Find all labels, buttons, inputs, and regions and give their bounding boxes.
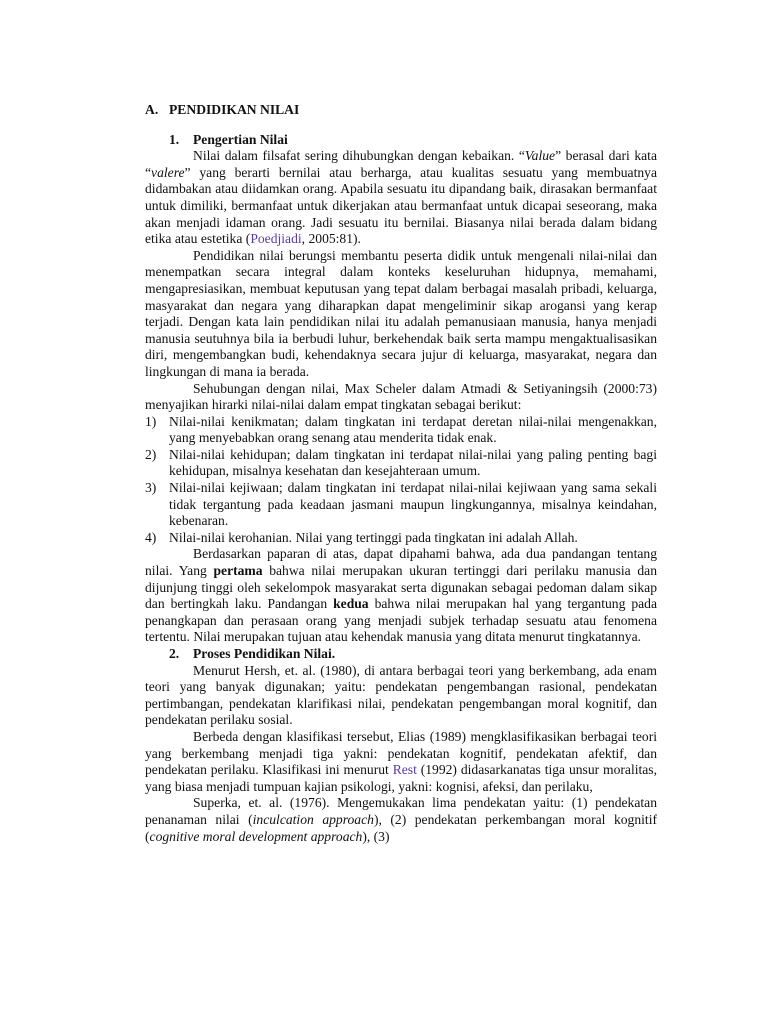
- italic-term: Value: [524, 148, 556, 164]
- paragraph-elias: [145, 729, 657, 795]
- citation-link[interactable]: Poedjiadi: [250, 231, 302, 247]
- list-text: Nilai-nilai kerohanian. Nilai yang tertinggi pada tingkatan ini adalah Allah.: [169, 529, 578, 545]
- text-run: (1992) didasarkanatas tiga unsur moralitas, yang biasa menjadi tumpuan kajian psikologi, yakni: kognisi, afeksi, dan perilaku,: [145, 762, 657, 794]
- paragraph-pendidikan-nilai: Pendidikan nilai berungsi membantu peserta didik untuk mengenali nilai-nilai dan menempatkan secara integral dalam konteks keseluruhan hidupnya, memahami, mengapresiasikan, membuat keputusan yang tepat dalam berbagai masalah pribadi, keluarga, masyarakat dan negara yang diharapkan dapat mengeliminir sikap arogansi yang kerap terjadi. Dengan kata lain pendidikan nilai itu adalah pemanusiaan manusia, hanya menjadi manusia seutuhnya bila ia berbudi luhur, berkehendak baik serta mampu mengaktualisasikan diri, mengembangkan budi, kehendaknya secara jujur di keluarga, masyarakat, negara dan lingkungan di mana ia berada.: [145, 247, 657, 379]
- text-run: Berdasarkan paparan di atas, dapat dipahami bahwa, ada dua pandangan tentang nilai. Yang: [145, 546, 657, 579]
- text-run: ), (2) pendekatan perkembangan moral kognitif (: [145, 811, 657, 844]
- list-item: [145, 530, 657, 547]
- list-number: 4): [145, 529, 157, 545]
- text-run: bahwa nilai merupakan ukuran tertinggi dari perilaku manusia dan dijunjung tinggi oleh sekelompok masyarakat serta digunakan sebagai pedoman dalam sikap dan bertingkah laku. Pandangan: [145, 563, 657, 612]
- text-run: , 2005:81).: [301, 231, 361, 247]
- section-title: PENDIDIKAN NILAI: [169, 102, 300, 117]
- subsection-heading-1: [145, 132, 657, 149]
- subsection-title: Proses Pendidikan Nilai.: [193, 646, 336, 661]
- citation-link[interactable]: Rest: [392, 762, 417, 778]
- paragraph-nilai-definition: [145, 148, 657, 248]
- section-heading: [145, 102, 657, 119]
- list-item: [145, 447, 657, 480]
- subsection-number: 2.: [169, 646, 180, 661]
- list-item: [145, 414, 657, 447]
- text-run: bahwa nilai merupakan hal yang tergantung pada penangkapan dan perasaan orang yang menjadi subjek terhadap sesuatu atau fenomena tertentu. Nilai merupakan tujuan atau kehendak manusia yang ditata menurut tingkatannya.: [145, 596, 657, 645]
- list-text: Nilai-nilai kenikmatan; dalam tingkatan ini terdapat deretan nilai-nilai mengenakkan, yang menyebabkan orang senang atau menderita tidak enak.: [169, 413, 657, 446]
- list-number: 1): [145, 413, 157, 429]
- paragraph-two-views: [145, 546, 657, 646]
- section-number: A.: [145, 102, 159, 117]
- paragraph-max-scheler: Sehubungan dengan nilai, Max Scheler dalam Atmadi & Setiyaningsih (2000:73) menyajikan hirarki nilai-nilai dalam empat tingkatan sebagai berikut:: [145, 380, 657, 413]
- list-number: 2): [145, 446, 157, 462]
- paragraph-hersh: Menurut Hersh, et. al. (1980), di antara berbagai teori yang berkembang, ada enam teori yang banyak digunakan; yaitu: pendekatan pengembangan rasional, pendekatan pertimbangan, pendekatan klarifikasi nilai, pendekatan pengembangan moral kognitif, dan pendekatan perilaku sosial.: [145, 662, 657, 728]
- value-hierarchy-list: [145, 414, 657, 547]
- text-run: ” berasal dari kata “: [145, 148, 657, 180]
- list-item: [145, 480, 657, 530]
- text-run: Berbeda dengan klasifikasi tersebut, Elias (1989) mengklasifikasikan berbagai teori yang berkembang menjadi tiga yakni: pendekatan kognitif, pendekatan afektif, dan pendekatan perilaku. Klasifikasi ini menurut: [145, 728, 657, 778]
- list-number: 3): [145, 480, 157, 496]
- italic-term: cognitive moral development approach: [149, 828, 363, 844]
- subsection-number: 1.: [169, 131, 180, 147]
- italic-term: inculcation approach: [252, 811, 374, 827]
- paragraph-superka: [145, 795, 657, 845]
- italic-term: valere: [151, 164, 185, 180]
- subsection-heading-2: [145, 646, 657, 663]
- list-text: Nilai-nilai kejiwaan; dalam tingkatan ini terdapat nilai-nilai kejiwaan yang sama sekali tidak tergantung pada keadaan jasmani maupun lingkungannya, misalnya keindahan, kebenaran.: [169, 480, 657, 529]
- bold-term: pertama: [213, 563, 263, 579]
- text-run: ” yang berarti bernilai atau berharga, atau kualitas sesuatu yang membuatnya didambakan atau diidamkan orang. Apabila sesuatu itu dipandang baik, dirasakan bermanfaat untuk dimiliki, bermanfaat untuk dikerjakan atau bermanfaat untuk dicapai seseorang, maka akan menjadi idaman orang. Jadi sesuatu itu bernilai. Biasanya nilai berada dalam bidang etika atau estetika (: [145, 164, 657, 247]
- text-run: Nilai dalam filsafat sering dihubungkan dengan kebaikan. “: [193, 148, 525, 164]
- subsection-title: Pengertian Nilai: [193, 131, 288, 147]
- text-run: ), (3): [362, 828, 390, 844]
- document-page: [145, 102, 657, 845]
- bold-term: kedua: [333, 596, 369, 612]
- list-text: Nilai-nilai kehidupan; dalam tingkatan ini terdapat nilai-nilai yang paling penting bagi kehidupan, misalnya kesehatan dan kesejahteraan umum.: [169, 446, 657, 479]
- text-run: Superka, et. al. (1976). Mengemukakan lima pendekatan yaitu: (1) pendekatan penanaman nilai (: [145, 795, 657, 827]
